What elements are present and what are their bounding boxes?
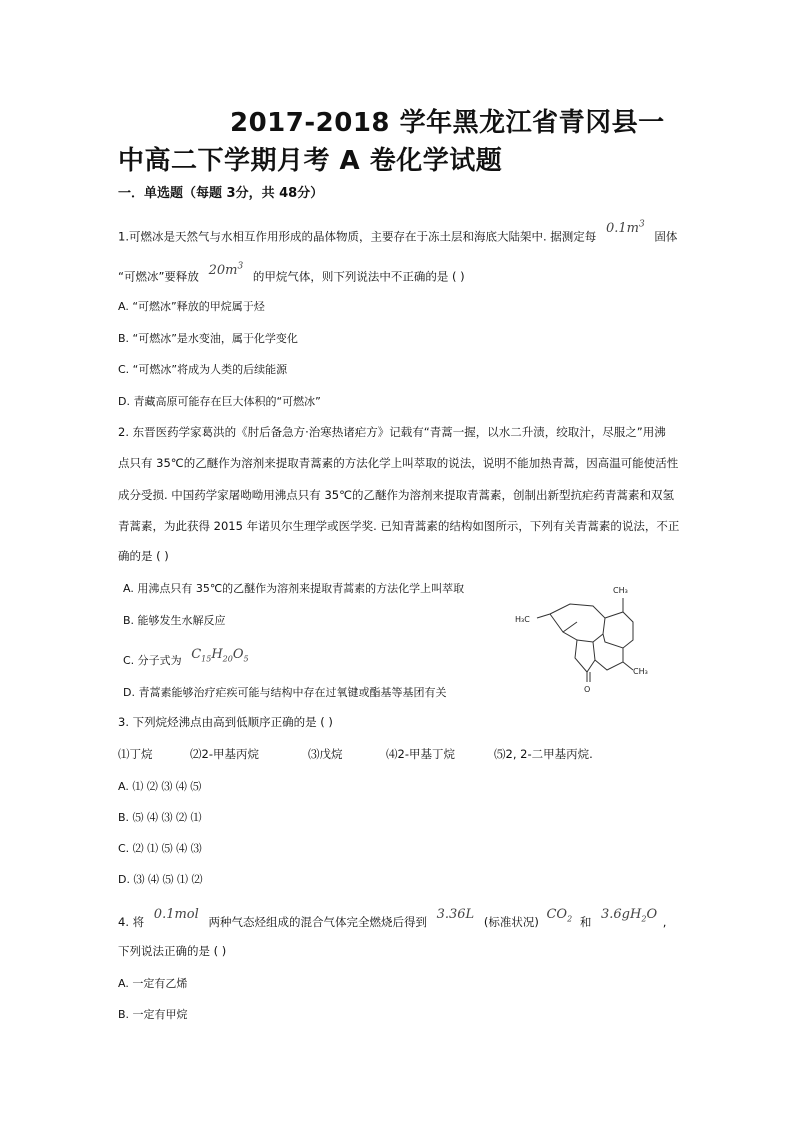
cyclohexane-ring [603, 612, 633, 648]
peroxide-bridge [563, 622, 577, 632]
q1-option-d: D. 青藏高原可能存在巨大体积的“可燃冰” [118, 395, 321, 408]
q2-stem-line-4: 青蒿素，为此获得 2015 年诺贝尔生理学或医学奖. 已知青蒿素的结构如图所示，下列有关青蒿素的说法，不正 [118, 519, 680, 533]
q1-math-1-base: 0.1m [605, 221, 639, 237]
q2-stem-line-2: 点只有 35℃的乙醚作为溶剂来提取青蒿素的方法化学上叫萃取的说法，说明不能加热青蒿，因高温可能使活性 [118, 456, 679, 470]
q3-item-3: ⑶戊烷 [308, 747, 343, 761]
q4-text-e: , [662, 915, 667, 929]
q2-formula-sub-2: 20 [222, 654, 233, 664]
q4-option-b: B. 一定有甲烷 [118, 1008, 188, 1021]
carbonyl-o-label: O [584, 685, 591, 694]
q2-formula-sub-3: 5 [243, 654, 249, 664]
methyl-bond-left [537, 614, 550, 618]
q4-math-1: 0.1mol [153, 907, 199, 922]
q4-text-b: 两种气态烃组成的混合气体完全燃烧后得到 [208, 915, 427, 929]
q2-formula-c: C [191, 647, 202, 662]
ch3-top-label: CH₃ [613, 586, 628, 595]
q3-items [118, 746, 593, 762]
q1-text-c: “可燃冰”要释放 [118, 269, 199, 284]
q4-math-4-o: O [646, 907, 658, 922]
q2-formula-o: O [232, 647, 244, 662]
q4-stem-line-1 [118, 907, 667, 932]
q1-math-2 [209, 263, 244, 278]
q1-text-d: 的甲烷气体，则下列说法中不正确的是 ( ) [252, 269, 465, 284]
q4-text-c: (标准状况) [483, 915, 539, 929]
q4-text-d: 和 [579, 915, 592, 929]
q2-option-a: A. 用沸点只有 35℃的乙醚作为溶剂来提取青蒿素的方法化学上叫萃取 [123, 582, 465, 595]
q1-math-1 [606, 221, 645, 236]
q2-stem-line-3: 成分受损. 中国药学家屠呦呦用沸点只有 35℃的乙醚作为溶剂来提取青蒿素，创制出新型抗疟药青蒿素和双氢 [118, 488, 675, 502]
q1-math-2-base: 20m [208, 263, 238, 279]
q3-item-5: ⑸2, 2-二甲基丙烷. [494, 747, 593, 761]
q1-text-b: 固体 [654, 229, 678, 244]
q4-math-3 [546, 907, 572, 922]
q3-stem: 3. 下列烷烃沸点由高到低顺序正确的是 ( ) [118, 715, 333, 729]
q1-option-a: A. “可燃冰”释放的甲烷属于烃 [118, 300, 265, 313]
seven-ring [550, 604, 605, 642]
q4-math-3-sub: 2 [567, 914, 573, 924]
h3c-label: H₃C [515, 615, 530, 624]
q2-stem-line-5: 确的是 ( ) [118, 549, 169, 563]
q4-text-a: 4. 将 [118, 915, 145, 929]
q2-formula-h: H [211, 647, 223, 662]
q2-option-c [123, 647, 249, 670]
q2-stem-line-1: 2. 东晋医药学家葛洪的《肘后备急方·治寒热诸疟方》记载有“青蒿一握，以水二升渍，绞取汁，尽服之”用沸 [118, 425, 666, 439]
q2-formula [191, 647, 248, 662]
q4-math-4-sub: 2 [641, 914, 647, 924]
q1-stem-line-2 [118, 262, 465, 284]
q4-math-3-base: CO [546, 907, 568, 922]
q4-stem-line-2: 下列说法正确的是 ( ) [118, 944, 227, 958]
q1-math-2-sup: 3 [237, 262, 244, 272]
artemisinin-structure-diagram [515, 582, 655, 702]
q2-formula-sub-1: 15 [201, 654, 212, 664]
q3-option-c: C. ⑵ ⑴ ⑸ ⑷ ⑶ [118, 842, 202, 855]
q4-math-2: 3.36L [436, 907, 475, 922]
q1-option-c: C. “可燃冰”将成为人类的后续能源 [118, 363, 288, 376]
ch3-right-label: CH₃ [633, 667, 648, 676]
title-line-2: 中高二下学期月考 A 卷化学试题 [118, 146, 503, 176]
q3-option-d: D. ⑶ ⑷ ⑸ ⑴ ⑵ [118, 873, 203, 886]
q2-option-c-text: C. 分子式为 [123, 654, 182, 667]
q4-option-a: A. 一定有乙烯 [118, 977, 188, 990]
lactone-ring-left [575, 640, 595, 672]
q4-math-4 [601, 907, 657, 922]
q3-option-b: B. ⑸ ⑷ ⑶ ⑵ ⑴ [118, 811, 202, 824]
q1-text-a: 1.可燃冰是天然气与水相互作用形成的晶体物质，主要存在于冻土层和海底大陆架中. 据测定每 [118, 229, 597, 244]
q3-option-a: A. ⑴ ⑵ ⑶ ⑷ ⑸ [118, 780, 202, 793]
q4-math-4-base: 3.6gH [601, 907, 642, 922]
title-line-1: 2017-2018 学年黑龙江省青冈县一 [230, 108, 665, 138]
q2-option-b: B. 能够发生水解反应 [123, 614, 226, 627]
q3-item-4: ⑷2-甲基丁烷 [386, 747, 455, 761]
section-heading: 一．单选题（每题 3分，共 48分） [118, 186, 324, 201]
q2-option-d: D. 青蒿素能够治疗疟疾可能与结构中存在过氧键或酯基等基团有关 [123, 686, 447, 699]
q1-option-b: B. “可燃冰”是水变油，属于化学变化 [118, 332, 298, 345]
q1-math-1-sup: 3 [638, 220, 645, 230]
q3-item-2: ⑵2-甲基丙烷 [190, 747, 259, 761]
q3-item-1: ⑴丁烷 [118, 747, 153, 761]
methyl-bond-right [623, 662, 633, 670]
q1-stem-line-1 [118, 220, 678, 244]
